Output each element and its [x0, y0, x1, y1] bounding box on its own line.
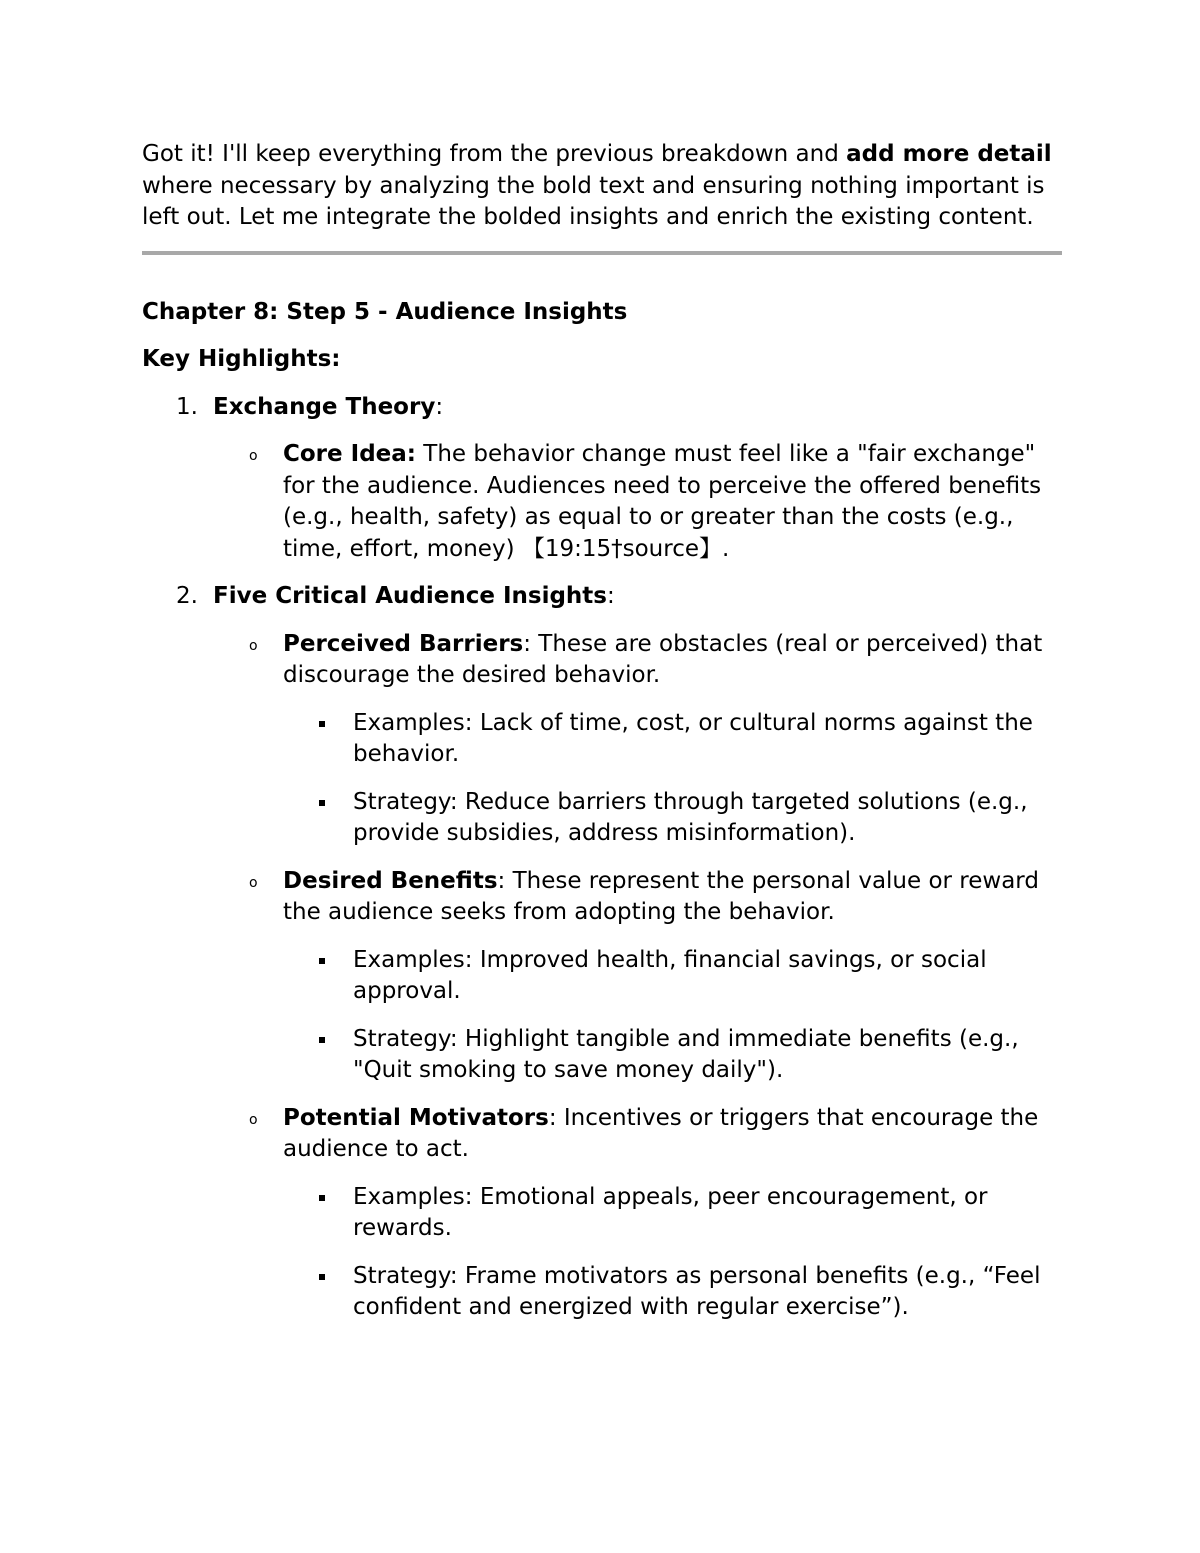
- square-bullet-icon: [319, 1274, 325, 1280]
- sublist: [213, 439, 1062, 565]
- intro-bold-text: add more detail: [846, 141, 1052, 167]
- detail-item: [283, 1182, 1062, 1245]
- detail-list: [283, 708, 1062, 850]
- list-number: 2.: [176, 583, 198, 609]
- point-text: : Incentives or triggers that encourage the audience to act.: [283, 1104, 1039, 1162]
- circle-bullet-icon: o: [249, 448, 258, 464]
- point-label: Potential Motivators: [283, 1104, 549, 1131]
- list-number: 1.: [176, 393, 198, 420]
- list-item-exchange-theory: [142, 392, 1062, 566]
- point-perceived-barriers: [213, 629, 1062, 850]
- square-bullet-icon: [319, 1195, 325, 1201]
- sublist: [213, 629, 1062, 1324]
- detail-item: [283, 1024, 1062, 1087]
- detail-list: [283, 1182, 1062, 1324]
- detail-list: [283, 945, 1062, 1087]
- point-desired-benefits: [213, 866, 1062, 1087]
- horizontal-rule: [142, 251, 1062, 255]
- list-item-five-insights: [142, 581, 1062, 1324]
- highlights-list: [142, 392, 1062, 1324]
- circle-bullet-icon: o: [249, 637, 258, 654]
- circle-bullet-icon: o: [249, 874, 258, 891]
- circle-bullet-icon: o: [249, 1111, 258, 1128]
- square-bullet-icon: [319, 721, 325, 727]
- detail-text: Strategy: Frame motivators as personal benefits (e.g., “Feel confident and energized with regular exercise”).: [353, 1262, 1041, 1320]
- detail-text: Examples: Lack of time, cost, or cultural norms against the behavior.: [353, 709, 1033, 767]
- point-text: The behavior change must feel like a "fair exchange" for the audience. Audiences need to perceive the offered benefits (e.g., health, safety) as equal to or greater than the costs (e.g., time, effort, money) 【19:15†source】.: [283, 441, 1042, 562]
- detail-text: Strategy: Reduce barriers through targeted solutions (e.g., provide subsidies, address misinformation).: [353, 788, 1028, 846]
- point-label: Desired Benefits: [283, 867, 498, 894]
- item-title: Five Critical Audience Insights: [213, 583, 607, 609]
- square-bullet-icon: [319, 1037, 325, 1043]
- point-core-idea: [213, 439, 1062, 565]
- item-title: Exchange Theory: [213, 393, 436, 420]
- point-potential-motivators: [213, 1103, 1062, 1324]
- intro-text-1: Got it! I'll keep everything from the previous breakdown and: [142, 141, 847, 167]
- chapter-title: Chapter 8: Step 5 - Audience Insights: [142, 298, 628, 325]
- detail-item: [283, 945, 1062, 1008]
- square-bullet-icon: [319, 958, 325, 964]
- point-text: : These are obstacles (real or perceived) that discourage the desired behavior.: [283, 630, 1043, 688]
- point-label: Perceived Barriers: [283, 630, 524, 657]
- document-content: [142, 139, 1062, 1340]
- item-colon: :: [435, 393, 444, 420]
- item-colon: :: [607, 583, 615, 609]
- point-text: : These represent the personal value or reward the audience seeks from adopting the behavior.: [283, 867, 1039, 925]
- square-bullet-icon: [319, 800, 325, 806]
- detail-text: Strategy: Highlight tangible and immediate benefits (e.g., "Quit smoking to save money daily").: [353, 1025, 1019, 1083]
- key-highlights-heading: Key Highlights:: [142, 346, 341, 372]
- point-label: Core Idea:: [283, 441, 416, 467]
- detail-item: [283, 708, 1062, 771]
- detail-text: Examples: Improved health, financial savings, or social approval.: [353, 946, 987, 1004]
- intro-paragraph: [142, 139, 1062, 234]
- intro-text-2: where necessary by analyzing the bold text and ensuring nothing important is left out. Let me integrate the bolded insights and enrich the existing content.: [142, 172, 1045, 230]
- detail-item: [283, 787, 1062, 850]
- detail-text: Examples: Emotional appeals, peer encouragement, or rewards.: [353, 1183, 988, 1241]
- detail-item: [283, 1261, 1062, 1324]
